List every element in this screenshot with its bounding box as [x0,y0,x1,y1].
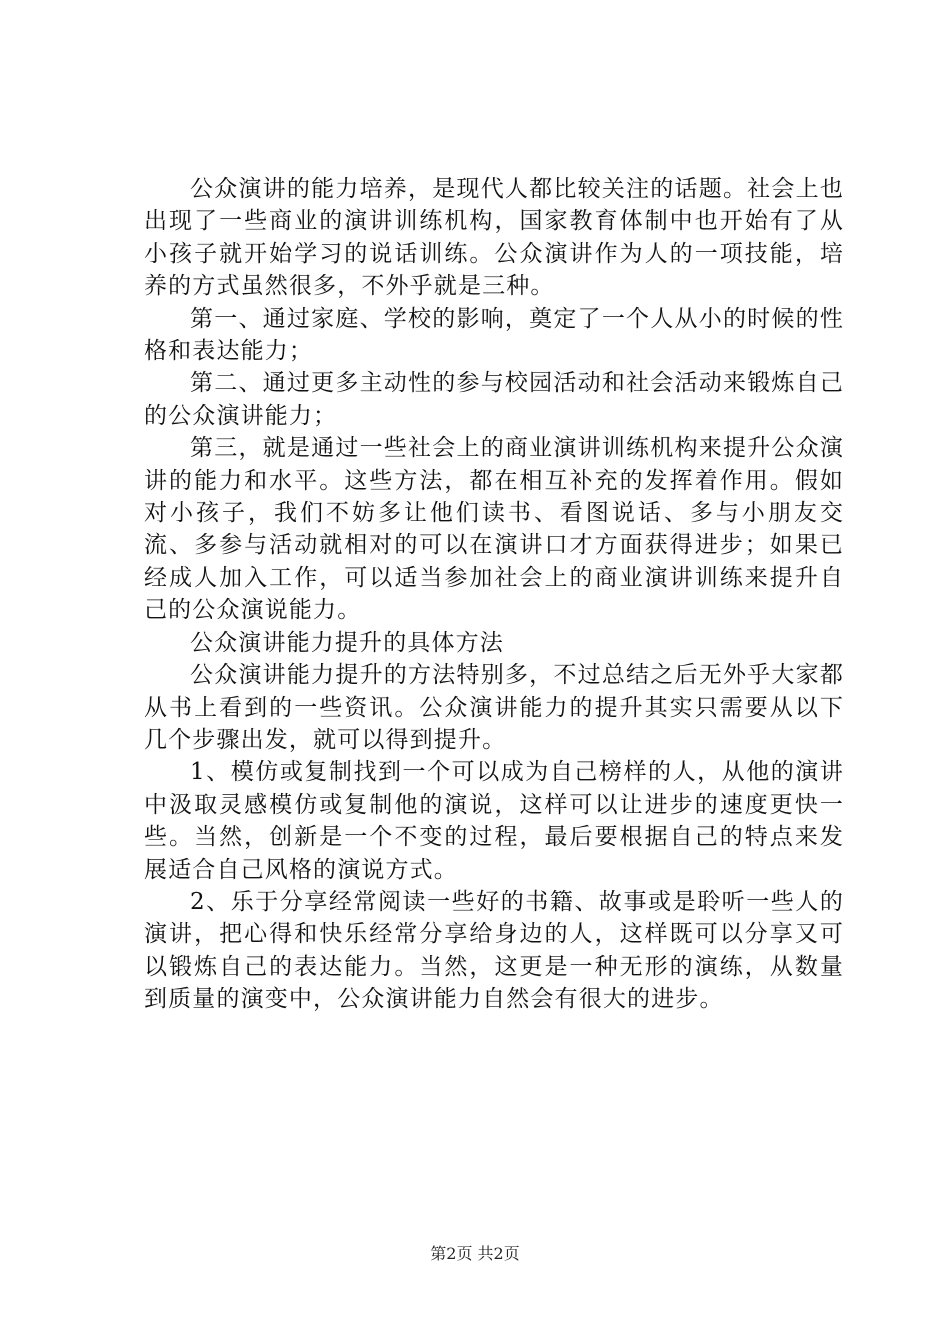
paragraph-method-one: 第一、通过家庭、学校的影响，奠定了一个人从小的时候的性格和表达能力； [144,305,844,365]
page-number-footer: 第2页 共2页 [430,1244,520,1263]
section-heading: 公众演讲能力提升的具体方法 [190,629,504,656]
paragraph-section-intro: 公众演讲能力提升的方法特别多，不过总结之后无外乎大家都从书上看到的一些资讯。公众演讲能力的提升其实只需要从以下几个步骤出发，就可以得到提升。 [144,662,844,753]
paragraph-method-two: 第二、通过更多主动性的参与校园活动和社会活动来锻炼自己的公众演讲能力； [144,370,844,429]
paragraph-step-two: 2、乐于分享经常阅读一些好的书籍、故事或是聆听一些人的演讲，把心得和快乐经常分享给身边的人，这样既可以分享又可以锻炼自己的表达能力。当然，这更是一种无形的演练，从数量到质量的演变中，公众演讲能力自然会有很大的进步。 [144,888,844,1013]
paragraph-method-three: 第三，就是通过一些社会上的商业演讲训练机构来提升公众演讲的能力和水平。这些方法，都在相互补充的发挥着作用。假如对小孩子，我们不妨多让他们读书、看图说话、多与小朋友交流、多参与活动就相对的可以在演讲口才方面获得进步；如果已经成人加入工作，可以适当参加社会上的商业演讲训练来提升自己的公众演说能力。 [144,435,844,624]
document-body [144,173,844,1016]
paragraph-step-one: 1、模仿或复制找到一个可以成为自己榜样的人，从他的演讲中汲取灵感模仿或复制他的演说，这样可以让进步的速度更快一些。当然，创新是一个不变的过程，最后要根据自己的特点来发展适合自己风格的演说方式。 [144,759,844,883]
paragraph-intro: 公众演讲的能力培养，是现代人都比较关注的话题。社会上也出现了一些商业的演讲训练机构，国家教育体制中也开始有了从小孩子就开始学习的说话训练。公众演讲作为人的一项技能，培养的方式虽然很多，不外乎就是三种。 [144,176,844,300]
